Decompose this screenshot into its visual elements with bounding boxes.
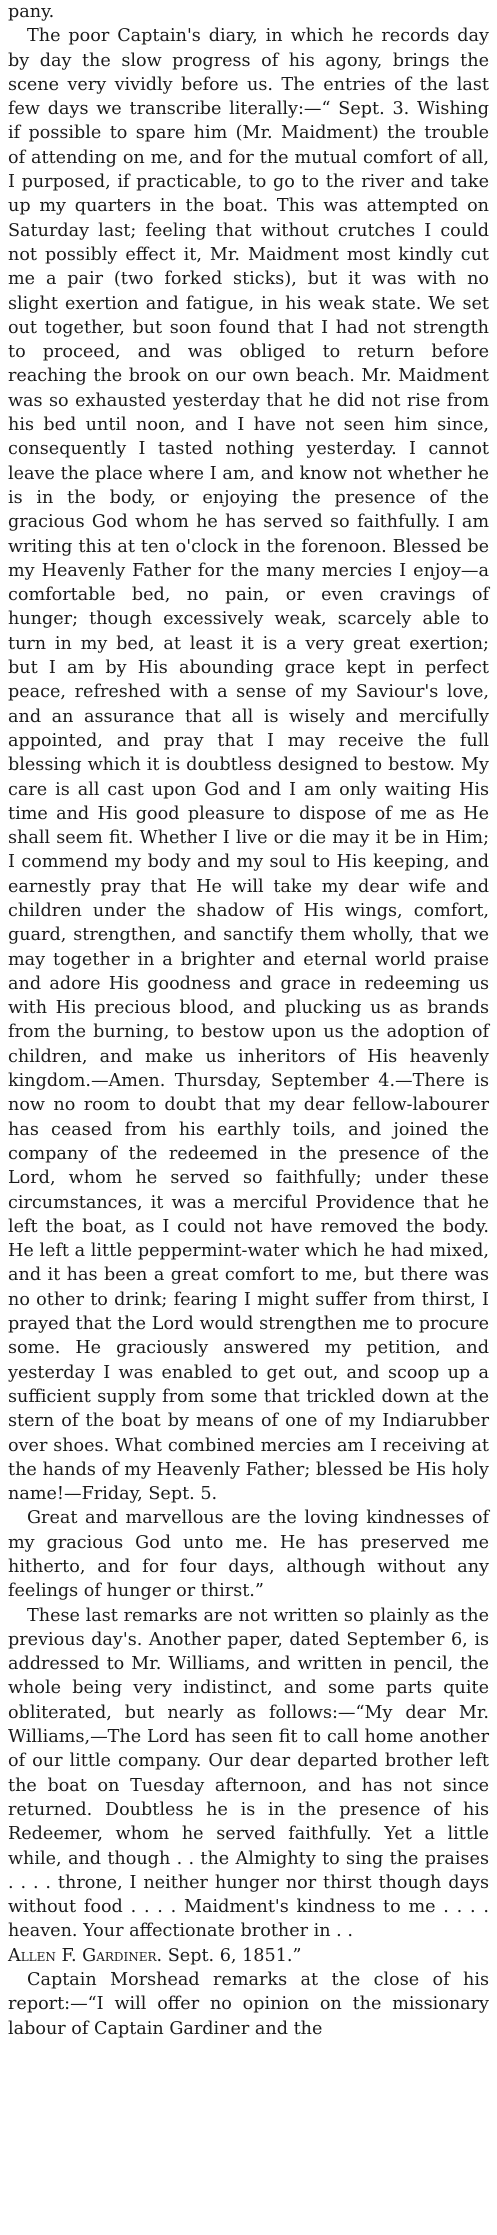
letter-text: These last remarks are not written so plainly as the previous day's. Another paper, dated September 6, is addressed to Mr. Williams, and written in pencil, the whole being very indistinct, and some parts quite obliterated, but nearly as follows:—“My dear Mr. Williams,—The Lord has seen fit to call home another of our little company. Our dear departed brother left the boat on Tuesday afternoon, and has not since returned. Doubtless he is in the presence of his Redeemer, whom he served faithfully. Yet a little while, and though . . the Almighty to sing the praises . . . . throne, I neither hunger nor thirst though days without food . . . . Maidment's kindness to me . . . . heaven. Your affectionate brother in . .: [8, 1605, 489, 1942]
closing-paragraph: Captain Morshead remarks at the close of his report:—“I will offer no opinion on the missionary labour of Captain Gardiner and the: [8, 1970, 489, 2039]
diary-paragraph: The poor Captain's diary, in which he records day by day the slow progress of his agony, brings the scene very vividly before us. The entries of the last few days we transcribe literally:—“ Sept. 3. Wishing if possible to spare him (Mr. Maidment) the trouble of attending on me, and for the mutual comfort of all, I purposed, if practicable, to go to the river and take up my quarters in the boat. This was attempted on Saturday last; feeling that without crutches I could not possibly effect it, Mr. Maidment most kindly cut me a pair (two forked sticks), but it was with no slight exertion and fatigue, in his weak state. We set out together, but soon found that I had not strength to proceed, and was obliged to return before reaching the brook on our own beach. Mr. Maidment was so exhausted yesterday that he did not rise from his bed until noon, and I have not seen him since, consequently I tasted nothing yesterday. I cannot leave the place where I am, and know not whether he is in the body, or enjoying the presence of the gracious God whom he has served so faithfully. I am writing this at ten o'clock in the forenoon. Blessed be my Heavenly Father for the many mercies I enjoy—a comfortable bed, no pain, or even cravings of hunger; though excessively weak, scarcely able to turn in my bed, at least it is a very great exertion; but I am by His abounding grace kept in perfect peace, refreshed with a sense of my Saviour's love, and an assurance that all is wisely and mercifully appointed, and pray that I may receive the full blessing which it is doubtless designed to bestow. My care is all cast upon God and I am only waiting His time and His good pleasure to dispose of me as He shall seem fit. Whether I live or die may it be in Him; I commend my body and my soul to His keeping, and earnestly pray that He will take my dear wife and children under the shadow of His wings, comfort, guard, strengthen, and sanctify them wholly, that we may together in a brighter and eternal world praise and adore His goodness and grace in redeeming us with His precious blood, and plucking us as brands from the burning, to bestow upon us the adoption of children, and make us inheritors of His heavenly kingdom.—Amen. Thursday, September 4.—There is now no room to doubt that my dear fellow-labourer has ceased from his earthly toils, and joined the company of the redeemed in the presence of the Lord, whom he served so faithfully; under these circumstances, it was a merciful Providence that he left the boat, as I could not have removed the body. He left a little peppermint-water which he had mixed, and it has been a great comfort to me, but there was no other to drink; fearing I might suffer from thirst, I prayed that the Lord would strengthen me to procure some. He graciously answered my petition, and yesterday I was enabled to get out, and scoop up a sufficient supply from some that trickled down at the stern of the boat by means of one of my Indiarubber over shoes. What combined mercies am I receiving at the hands of my Heavenly Father; blessed be His holy name!—Friday, Sept. 5.: [8, 26, 489, 1505]
narrative-paragraph: [8, 1604, 489, 1968]
signature: Allen F. Gardiner.: [8, 1945, 163, 1966]
diary-paragraph-continued: Great and marvellous are the loving kindnesses of my gracious God unto me. He has preserved me hitherto, and for four days, although without any feelings of hunger or thirst.”: [8, 1508, 489, 1602]
signature-date: Sept. 6, 1851.”: [162, 1945, 302, 1966]
carryover-text: pany.: [8, 2, 55, 22]
article-column: [8, 0, 489, 2041]
